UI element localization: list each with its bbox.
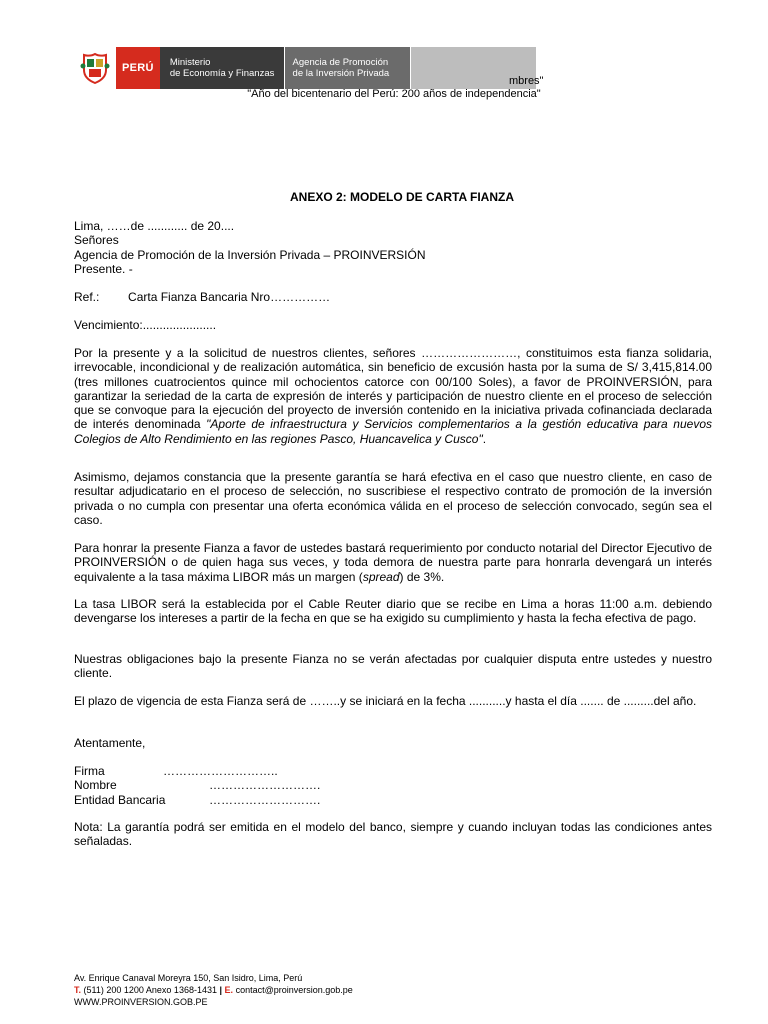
date-line: Lima, ……de ............ de 20.... (74, 219, 235, 233)
year-motto: "Año del bicentenario del Perú: 200 años de independencia" (247, 88, 541, 100)
paragraph-5-text: Nuestras obligaciones bajo la presente Fianza no se verán afectadas por cualquier disputa entre ustedes y nuestro cliente. (74, 652, 712, 681)
footer-email[interactable]: contact@proinversion.gob.pe (235, 985, 353, 995)
phone-label: T. (74, 985, 82, 995)
paragraph-1 (74, 346, 712, 446)
agency-logo-label (284, 47, 411, 89)
nombre-label: Nombre (74, 778, 117, 793)
project-name: "Aporte de infraestructura y Servicios complementarios a la gestión educativa para nuevos Colegios de Alto Rendimiento en las regiones Pasco, Huancavelica y Cusco" (74, 417, 712, 446)
letter-intro (74, 219, 712, 276)
paragraph-1-text: Por la presente y a la solicitud de nuestros clientes, señores ……………………, constituimos esta fianza solidaria, irrevocable, incondicional y de realización automática, sin beneficio de excusión hasta por la suma de S/ 3,415,814.00 (tres millones cuatrocientos quince mil ochocientos catorce con 00/100 Soles), a favor de PROINVERSIÓN, para garantizar la seriedad de la carta de expresión de interés y participación de nuestro cliente en el proceso de selección que se convoque para la ejecución del proyecto de inversión contenido en la iniciativa privada cofinanciada declarada de interés denominada (74, 346, 712, 432)
ministry-line-1: Ministerio (169, 57, 211, 68)
ref-label: Ref.: (74, 290, 100, 304)
peru-coat-of-arms-icon (75, 47, 116, 89)
paragraph-3 (74, 541, 712, 584)
institution-logo-bar (75, 47, 536, 89)
paragraph-1-end: . (482, 431, 487, 446)
expiry-line: Vencimiento:...................... (74, 318, 217, 332)
paragraph-6 (74, 694, 712, 708)
paragraph-3-text-b: ) de 3%. (399, 569, 445, 584)
ministry-logo-label (160, 47, 284, 89)
agency-line-2: de la Inversión Privada (292, 68, 390, 79)
entidad-dots: ………………………. (209, 792, 321, 807)
footer-address: Av. Enrique Canaval Moreyra 150, San Isidro, Lima, Perú (74, 973, 303, 983)
paragraph-2-text: Asimismo, dejamos constancia que la presente garantía se hará efectiva en el caso que nuestro cliente, en caso de resultar adjudicatario en el proceso de selección, no suscribiese el respectivo contrato de promoción de la inversión privada o no cumpla con presentar una oferta económica válida en el proceso de selección convocado, según sea el caso. (74, 470, 712, 527)
firma-dots: ……………………….. (163, 764, 278, 778)
ministry-line-2: de Economía y Finanzas (169, 68, 275, 79)
recipient-agency: Agencia de Promoción de la Inversión Privada – PROINVERSIÓN (74, 247, 426, 262)
footer (74, 972, 353, 1008)
paragraph-2 (74, 470, 712, 527)
footer-separator: | (219, 985, 223, 995)
paragraph-4 (74, 597, 712, 626)
salutation: Señores (74, 233, 119, 248)
paragraph-6-text: El plazo de vigencia de esta Fianza será de ……..y se iniciará en la fecha ...........y hasta el día ....... de .........del año. (74, 694, 697, 708)
note-text: Nota: La garantía podrá ser emitida en el modelo del banco, siempre y cuando incluyan todas las condiciones antes señaladas. (74, 820, 712, 849)
reference-line (74, 290, 712, 304)
ref-value: Carta Fianza Bancaria Nro…………… (128, 290, 331, 304)
footer-phone: (511) 200 1200 Anexo 1368-1431 (83, 985, 217, 995)
agency-line-1: Agencia de Promoción (292, 57, 389, 68)
nombre-dots: ………………………. (209, 778, 321, 793)
paragraph-3-text-a: Para honrar la presente Fianza a favor de ustedes bastará requerimiento por conducto notarial del Director Ejecutivo de PROINVERSIÓN o de quien haga sus veces, y toda demora de nuestra parte para honrarla devengará un interés equivalente a la tasa máxima LIBOR más un margen ( (74, 541, 712, 584)
year-motto-fragment: mbres" (509, 75, 544, 87)
email-label: E. (224, 985, 234, 995)
spread-term: spread (362, 569, 400, 584)
firma-label: Firma (74, 764, 105, 778)
document-title: ANEXO 2: MODELO DE CARTA FIANZA (290, 190, 514, 204)
peru-logo-label: PERÚ (116, 47, 160, 89)
presente-line: Presente. - (74, 261, 133, 276)
footer-contact (74, 984, 353, 996)
footer-website[interactable]: WWW.PROINVERSION.GOB.PE (74, 997, 208, 1007)
paragraph-4-text: La tasa LIBOR será la establecida por el Cable Reuter diario que se recibe en Lima a horas 11:00 a.m. debiendo devengarse los intereses a partir de la fecha en que se ha exigido su cumplimiento y hasta la fecha efectiva de pago. (74, 597, 712, 626)
signature-block (74, 764, 712, 807)
paragraph-5 (74, 652, 712, 681)
closing: Atentamente, (74, 736, 146, 750)
entidad-label: Entidad Bancaria (74, 792, 166, 807)
note (74, 820, 712, 849)
